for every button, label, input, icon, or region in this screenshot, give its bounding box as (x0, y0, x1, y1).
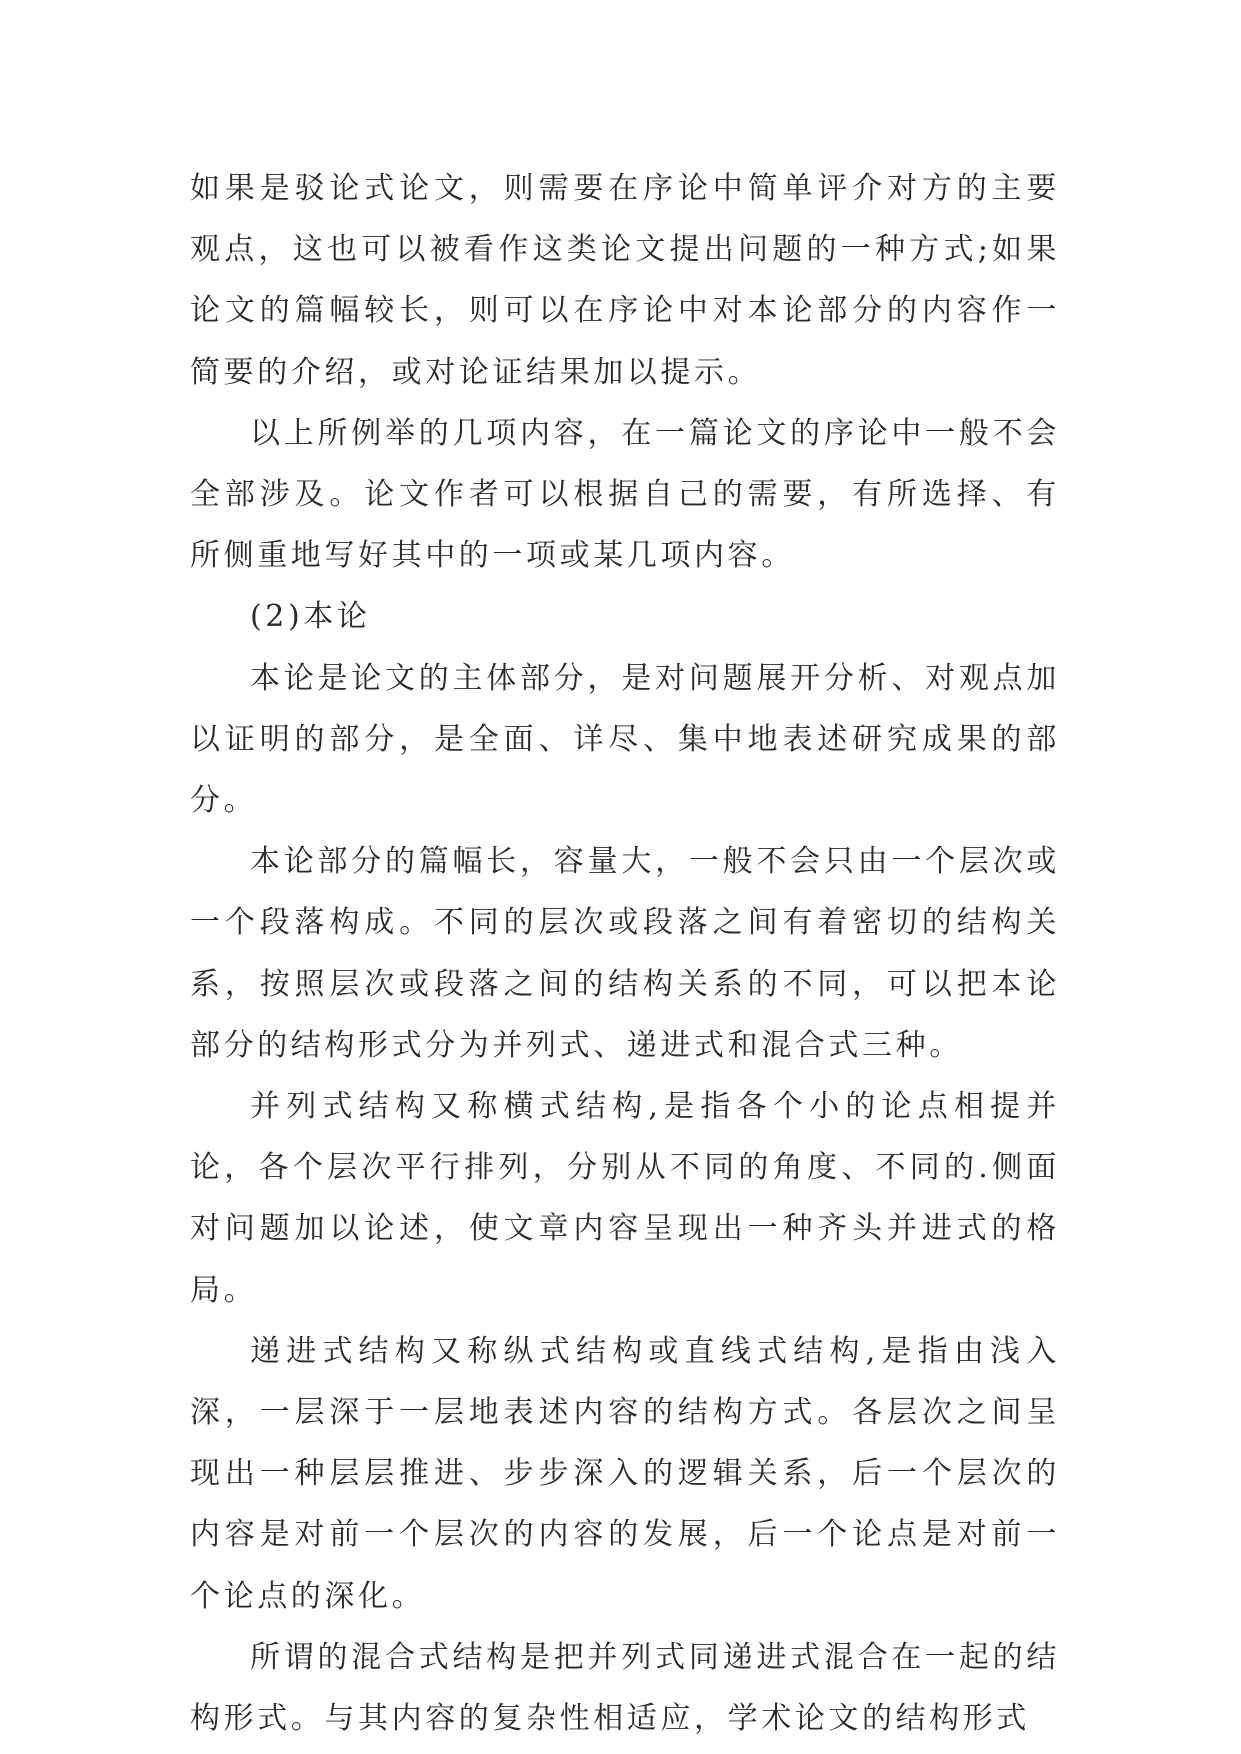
document-page (190, 158, 1060, 1749)
paragraph-6: 递进式结构又称纵式结构或直线式结构,是指由浅入深，一层深于一层地表述内容的结构方式。各层次之间呈现出一种层层推进、步步深入的逻辑关系，后一个层次的内容是对前一个层次的内容的发展，后一个论点是对前一个论点的深化。 (190, 1333, 1060, 1614)
paragraph-1: 如果是驳论式论文，则需要在序论中简单评介对方的主要观点，这也可以被看作这类论文提出问题的一种方式;如果论文的篇幅较长，则可以在序论中对本论部分的内容作一简要的介绍，或对论证结果加以提示。 (190, 171, 1060, 390)
section-heading-benlun: (2)本论 (250, 599, 371, 635)
paragraph-2: 以上所例举的几项内容，在一篇论文的序论中一般不会全部涉及。论文作者可以根据自己的需要，有所选择、有所侧重地写好其中的一项或某几项内容。 (190, 415, 1060, 574)
paragraph-5: 并列式结构又称横式结构,是指各个小的论点相提并论，各个层次平行排列，分别从不同的角度、不同的.侧面对问题加以论述，使文章内容呈现出一种齐头并进式的格局。 (190, 1089, 1060, 1308)
paragraph-3: 本论是论文的主体部分，是对问题展开分析、对观点加以证明的部分，是全面、详尽、集中地表述研究成果的部分。 (190, 660, 1060, 819)
paragraph-4: 本论部分的篇幅长，容量大，一般不会只由一个层次或一个段落构成。不同的层次或段落之间有着密切的结构关系，按照层次或段落之间的结构关系的不同，可以把本论部分的结构形式分为并列式、递进式和混合式三种。 (190, 844, 1060, 1063)
paragraph-7: 所谓的混合式结构是把并列式同递进式混合在一起的结构形式。与其内容的复杂性相适应，学术论文的结构形式 (190, 1639, 1060, 1737)
